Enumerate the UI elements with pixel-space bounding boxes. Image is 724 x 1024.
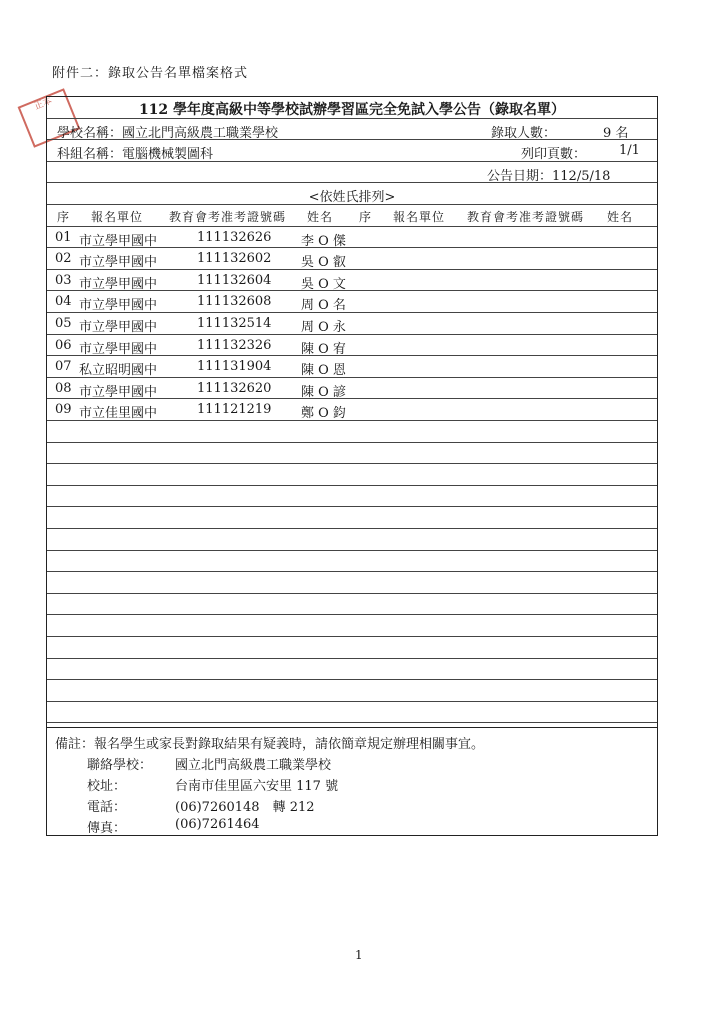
table-row xyxy=(47,291,657,313)
row-unit: 市立學甲國中 xyxy=(79,233,158,249)
col-header-exam-id: 教育會考准考證號碼 xyxy=(169,210,287,224)
footer-notes xyxy=(47,727,657,838)
row-number: 06 xyxy=(55,337,72,353)
col-header-no: 序 xyxy=(57,210,71,224)
row-number: 04 xyxy=(55,294,72,310)
title-row xyxy=(47,97,657,119)
row-unit: 市立學甲國中 xyxy=(79,341,158,357)
col-header-exam-id-2: 教育會考准考證號碼 xyxy=(467,210,585,224)
row-student-name: 吳 O 叡 xyxy=(301,255,346,271)
row-unit: 市立學甲國中 xyxy=(79,255,158,271)
empty-table-row xyxy=(47,702,657,724)
page-number: 1 xyxy=(355,948,363,962)
empty-table-row xyxy=(47,421,657,443)
contact-school-value: 國立北門高級農工職業學校 xyxy=(175,758,332,773)
table-row xyxy=(47,356,657,378)
empty-table-row xyxy=(47,551,657,573)
empty-table-row xyxy=(47,572,657,594)
empty-table-row xyxy=(47,507,657,529)
row-student-name: 陳 O 恩 xyxy=(301,363,346,379)
sort-row xyxy=(47,183,657,205)
department-name: 科組名稱：電腦機械製圖科 xyxy=(57,147,214,163)
row-exam-id: 111132514 xyxy=(197,316,272,331)
row-exam-id: 111132326 xyxy=(197,337,272,353)
school-row xyxy=(47,119,657,141)
row-student-name: 陳 O 諺 xyxy=(301,384,346,400)
row-student-name: 吳 O 文 xyxy=(301,276,346,292)
table-row xyxy=(47,270,657,292)
row-exam-id: 111131904 xyxy=(197,359,272,375)
column-header-row xyxy=(47,205,657,227)
row-unit: 市立學甲國中 xyxy=(79,320,158,335)
address-value: 台南市佳里區六安里 117 號 xyxy=(175,779,339,794)
row-number: 05 xyxy=(55,316,72,331)
empty-table-row xyxy=(47,615,657,637)
col-header-name-2: 姓名 xyxy=(607,210,634,224)
row-student-name: 鄭 O 鈞 xyxy=(301,406,346,422)
empty-table-row xyxy=(47,443,657,465)
empty-table-row xyxy=(47,486,657,508)
empty-table-row xyxy=(47,464,657,486)
col-header-unit-2: 報名單位 xyxy=(393,210,446,224)
row-unit: 私立昭明國中 xyxy=(79,363,158,379)
col-header-no-2: 序 xyxy=(359,210,373,224)
empty-table-row xyxy=(47,594,657,616)
table-row xyxy=(47,227,657,249)
row-number: 01 xyxy=(55,229,72,245)
row-student-name: 周 O 永 xyxy=(301,320,346,335)
row-number: 09 xyxy=(55,402,72,418)
dept-row xyxy=(47,140,657,162)
row-student-name: 周 O 名 xyxy=(301,298,346,314)
row-number: 02 xyxy=(55,251,72,267)
table-row xyxy=(47,399,657,421)
col-header-unit: 報名單位 xyxy=(91,210,144,224)
row-unit: 市立學甲國中 xyxy=(79,384,158,400)
empty-table-row xyxy=(47,529,657,551)
col-header-name: 姓名 xyxy=(307,210,334,224)
empty-table-row xyxy=(47,659,657,681)
row-exam-id: 111132602 xyxy=(197,251,272,267)
admission-list-table xyxy=(46,96,658,836)
phone-value: (06)7260148 轉 212 xyxy=(175,800,315,815)
contact-school-label: 聯絡學校： xyxy=(87,758,153,773)
admit-count-label: 錄取人數： xyxy=(491,125,557,141)
sort-order-label: <依姓氏排列> xyxy=(308,190,396,206)
row-number: 07 xyxy=(55,359,72,375)
row-exam-id: 111132604 xyxy=(197,272,272,288)
empty-table-row xyxy=(47,680,657,702)
row-number: 08 xyxy=(55,380,72,396)
pages-label: 列印頁數： xyxy=(521,147,587,163)
row-exam-id: 111132620 xyxy=(197,380,272,396)
remark-note: 備註：報名學生或家長對錄取結果有疑義時，請依簡章規定辦理相關事宜。 xyxy=(55,737,485,752)
announcement-date: 公告日期：112/5/18 xyxy=(487,168,611,184)
date-row xyxy=(47,162,657,184)
table-row xyxy=(47,248,657,270)
official-stamp: 正本 xyxy=(18,88,81,148)
row-unit: 市立佳里國中 xyxy=(79,406,158,422)
phone-label: 電話： xyxy=(87,800,127,815)
row-student-name: 李 O 傑 xyxy=(301,233,346,249)
row-number: 03 xyxy=(55,272,72,288)
attachment-label: 附件二：錄取公告名單檔案格式 xyxy=(52,66,249,81)
document-title: 112 學年度高級中等學校試辦學習區完全免試入學公告（錄取名單） xyxy=(138,102,566,118)
row-exam-id: 111132608 xyxy=(197,294,272,310)
empty-table-row xyxy=(47,637,657,659)
row-exam-id: 111132626 xyxy=(197,229,272,245)
row-unit: 市立學甲國中 xyxy=(79,276,158,292)
school-name: 學校名稱：國立北門高級農工職業學校 xyxy=(57,125,279,141)
row-exam-id: 111121219 xyxy=(197,402,272,418)
fax-label: 傳真： xyxy=(87,821,127,836)
table-row xyxy=(47,313,657,335)
row-student-name: 陳 O 宥 xyxy=(301,341,346,357)
row-unit: 市立學甲國中 xyxy=(79,298,158,314)
table-row xyxy=(47,378,657,400)
table-row xyxy=(47,335,657,357)
admit-count-value: 9 名 xyxy=(603,125,629,141)
address-label: 校址： xyxy=(87,779,127,794)
fax-value: (06)7261464 xyxy=(175,817,260,832)
pages-value: 1/1 xyxy=(619,143,640,159)
